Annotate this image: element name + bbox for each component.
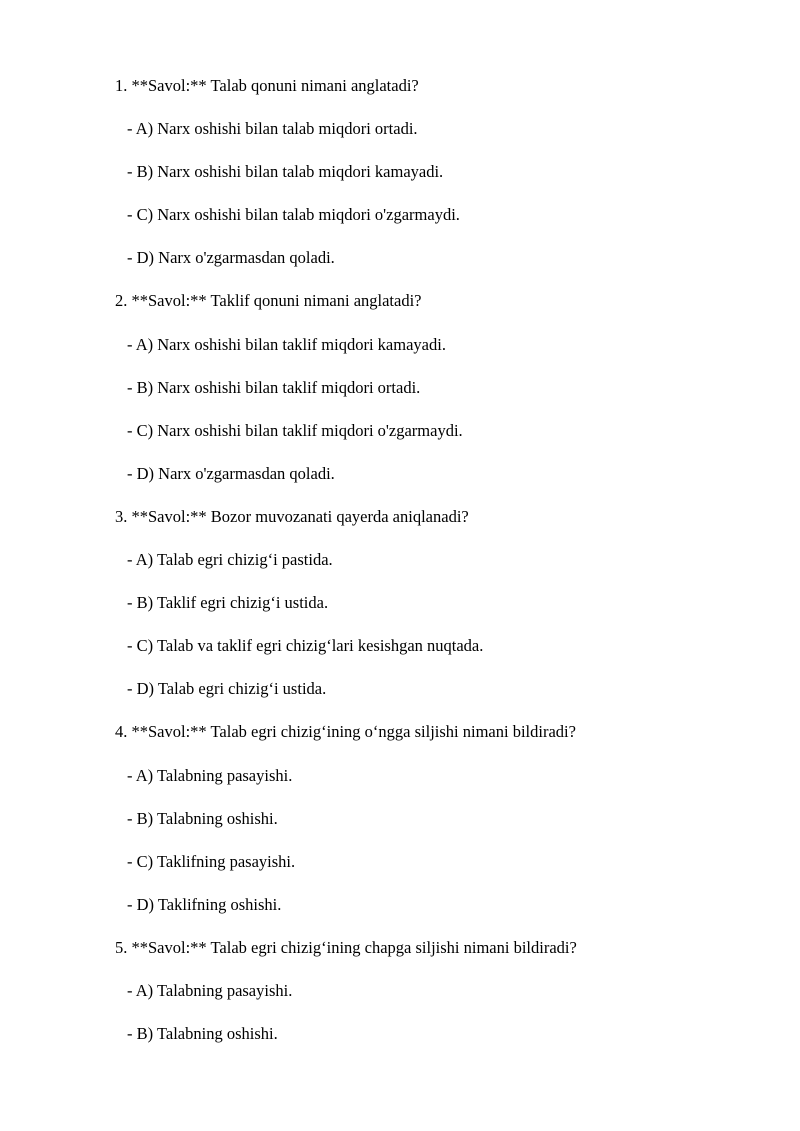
question-4-option-c: - C) Taklifning pasayishi.	[127, 851, 296, 871]
question-1-option-d: - D) Narx o'zgarmasdan qoladi.	[127, 248, 335, 268]
question-3: 3. **Savol:** Bozor muvozanati qayerda aniqlanadi?	[115, 506, 469, 526]
question-4-option-d: - D) Taklifning oshishi.	[127, 894, 282, 914]
question-3-option-d: - D) Talab egri chizig‘i ustida.	[127, 679, 327, 699]
question-3-option-c: - C) Talab va taklif egri chizig‘lari kesishgan nuqtada.	[127, 636, 484, 656]
question-5-option-b: - B) Talabning oshishi.	[127, 1024, 278, 1044]
quiz-content	[115, 76, 755, 1067]
question-1-option-a: - A) Narx oshishi bilan talab miqdori ortadi.	[127, 119, 418, 139]
question-2-option-a: - A) Narx oshishi bilan taklif miqdori kamayadi.	[127, 334, 446, 354]
question-5: 5. **Savol:** Talab egri chizig‘ining chapga siljishi nimani bildiradi?	[115, 937, 577, 957]
question-2-option-d: - D) Narx o'zgarmasdan qoladi.	[127, 463, 335, 483]
question-4-option-b: - B) Talabning oshishi.	[127, 808, 278, 828]
question-1: 1. **Savol:** Talab qonuni nimani anglatadi?	[115, 76, 419, 95]
question-2-option-c: - C) Narx oshishi bilan taklif miqdori o'zgarmaydi.	[127, 420, 463, 440]
question-3-option-b: - B) Taklif egri chizig‘i ustida.	[127, 593, 329, 613]
question-1-option-c: - C) Narx oshishi bilan talab miqdori o'zgarmaydi.	[127, 205, 460, 225]
question-2-option-b: - B) Narx oshishi bilan taklif miqdori ortadi.	[127, 377, 421, 397]
question-1-option-b: - B) Narx oshishi bilan talab miqdori kamayadi.	[127, 162, 444, 182]
question-4-option-a: - A) Talabning pasayishi.	[127, 765, 293, 785]
question-5-option-a: - A) Talabning pasayishi.	[127, 980, 293, 1000]
question-3-option-a: - A) Talab egri chizig‘i pastida.	[127, 550, 333, 570]
question-4: 4. **Savol:** Talab egri chizig‘ining o‘ngga siljishi nimani bildiradi?	[115, 722, 576, 742]
question-2: 2. **Savol:** Taklif qonuni nimani anglatadi?	[115, 291, 422, 311]
